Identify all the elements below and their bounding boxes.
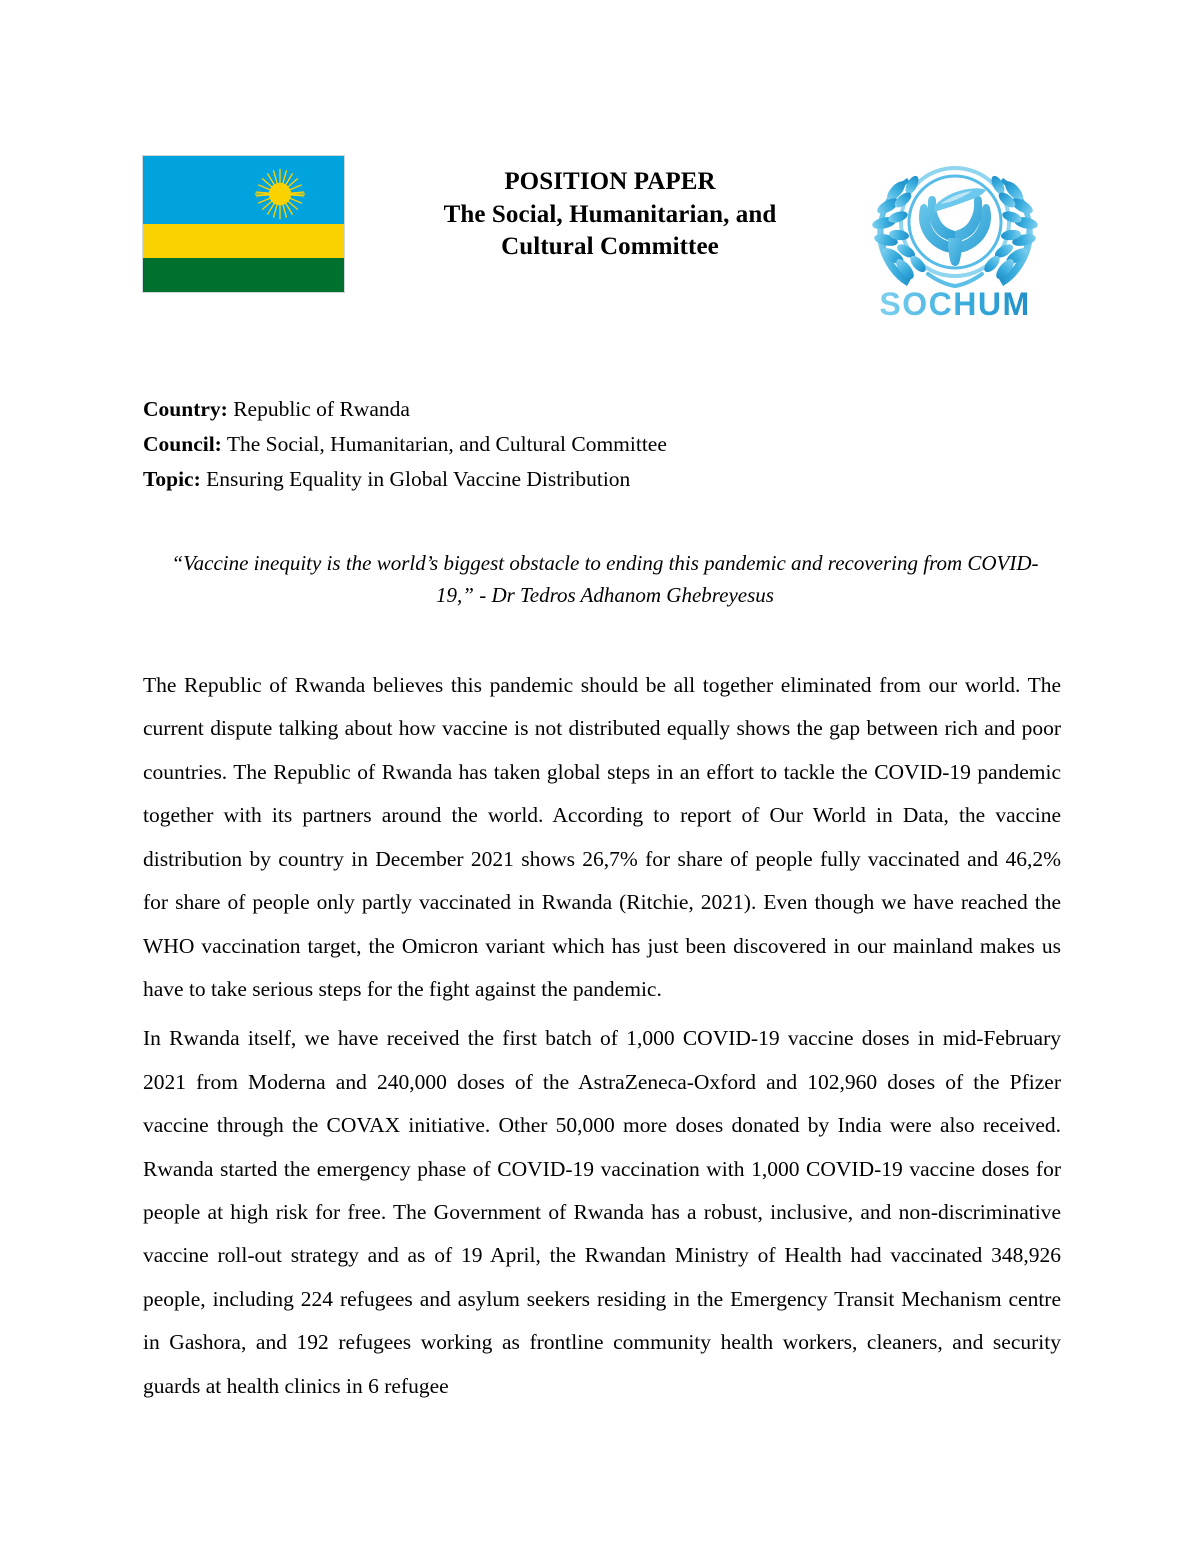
delegation-meta-block [143,392,1063,496]
body-paragraph-1: The Republic of Rwanda believes this pandemic should be all together eliminated from our world. The current dispute talking about how vaccine is not distributed equally shows the gap between rich and poor countries. The Republic of Rwanda has taken global steps in an effort to tackle the COVID-19 pandemic together with its partners around the world. According to report of Our World in Data, the vaccine distribution by country in December 2021 shows 26,7% for share of people fully vaccinated and 46,2% for share of people only partly vaccinated in Rwanda (Ritchie, 2021). Even though we have reached the WHO vaccination target, the Omicron variant which has just been discovered in our mainland makes us have to take serious steps for the fight against the pandemic. [143,673,1061,1001]
title-line-3: Cultural Committee [501,233,719,260]
document-header [0,150,1200,330]
topic-label: Topic: [143,466,201,491]
meta-row-country [143,392,1063,427]
flag-band-yellow [143,224,344,258]
council-value: The Social, Humanitarian, and Cultural Committee [226,431,667,456]
meta-row-topic [143,462,1063,497]
epigraph-quote: “Vaccine inequity is the world’s biggest obstacle to ending this pandemic and recovering from COVID-19,” - Dr Tedros Adhanom Ghebreyesus [171,551,1039,607]
title-line-1: POSITION PAPER [504,168,716,195]
rwanda-flag-image [142,155,345,293]
topic-value: Ensuring Equality in Global Vaccine Distribution [206,466,631,491]
sochum-logo [860,150,1050,325]
body-paragraph-2: In Rwanda itself, we have received the first batch of 1,000 COVID-19 vaccine doses in mid-February 2021 from Moderna and 240,000 doses of the AstraZeneca-Oxford and 102,960 doses of the Pfizer vaccine through the COVAX initiative. Other 50,000 more doses donated by India were also received. Rwanda started the emergency phase of COVID-19 vaccination with 1,000 COVID-19 vaccine doses for people at high risk for free. The Government of Rwanda has a robust, inclusive, and non-discriminative vaccine roll-out strategy and as of 19 April, the Rwandan Ministry of Health had vaccinated 348,926 people, including 224 refugees and asylum seekers residing in the Emergency Transit Mechanism centre in Gashora, and 192 refugees working as frontline community health workers, cleaners, and security guards at health clinics in 6 refugee [143,1026,1061,1398]
title-line-2: The Social, Humanitarian, and [443,200,777,228]
sochum-wordmark: SOCHUM [879,286,1031,322]
sochum-emblem-icon [860,150,1050,325]
country-value: Republic of Rwanda [233,397,410,421]
meta-row-council [143,427,1063,462]
flag-band-blue [143,156,344,224]
document-body [143,664,1061,1414]
page-title [400,166,820,264]
country-label: Country: [143,397,228,421]
flag-sun-icon [252,166,308,222]
council-label: Council: [143,431,222,456]
flag-band-green [143,258,344,292]
